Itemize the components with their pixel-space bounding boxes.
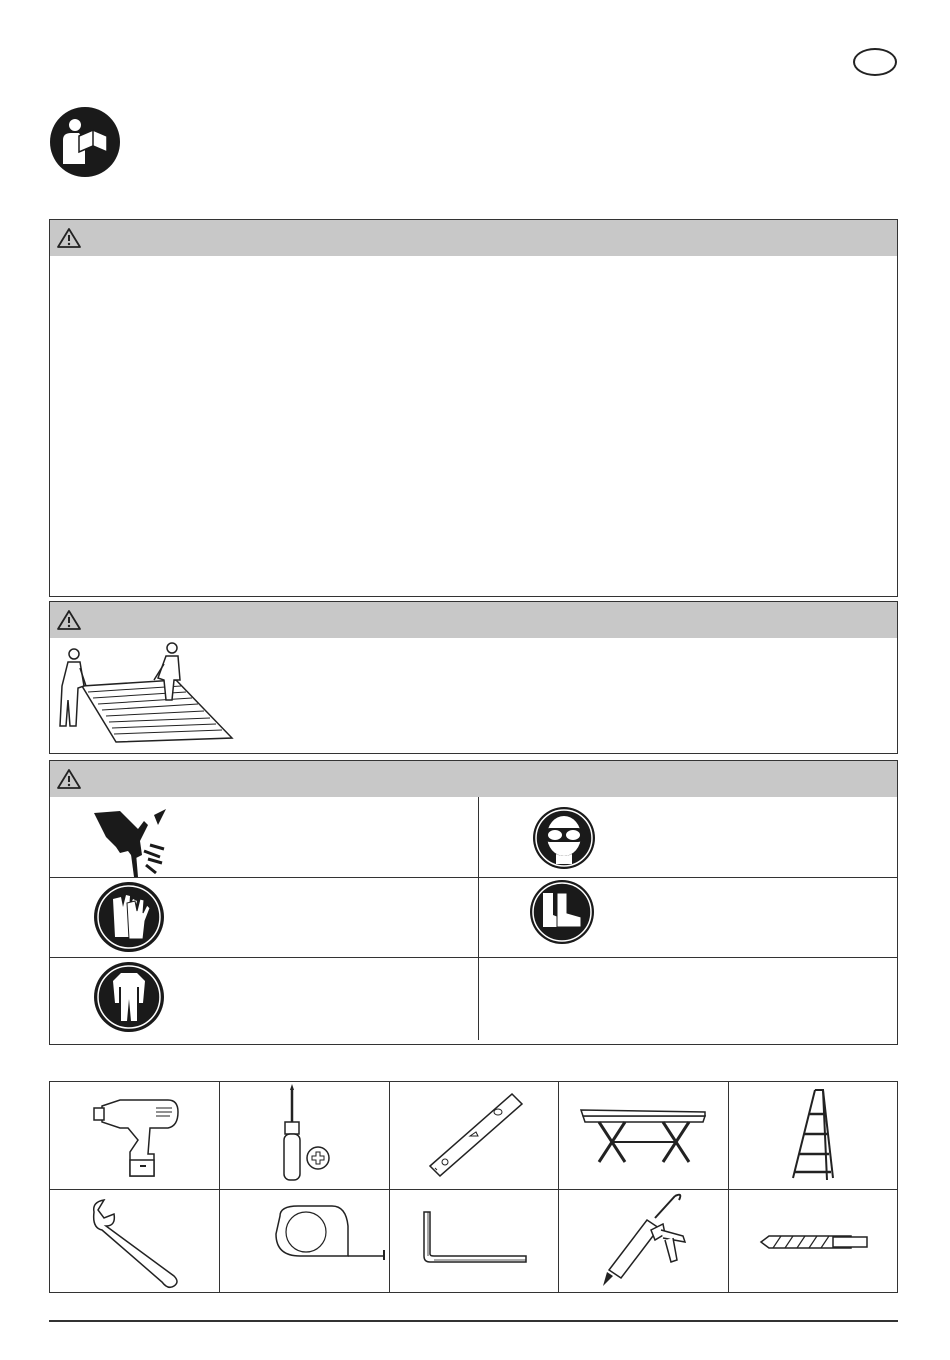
step-ladder-icon bbox=[729, 1082, 898, 1188]
tool-cell bbox=[559, 1190, 728, 1296]
tools-grid bbox=[49, 1081, 898, 1293]
allen-key-icon bbox=[390, 1190, 559, 1294]
protective-overalls-icon bbox=[93, 961, 165, 1033]
two-person-lift-icon bbox=[54, 640, 239, 745]
tool-cell bbox=[220, 1190, 389, 1296]
screwdriver-icon bbox=[220, 1082, 389, 1188]
tool-cell bbox=[390, 1190, 559, 1296]
protective-gloves-icon bbox=[93, 881, 165, 953]
ppe-item bbox=[93, 961, 165, 1038]
safety-goggles-icon bbox=[532, 806, 596, 870]
warning-triangle-icon bbox=[56, 768, 82, 790]
grid-divider bbox=[478, 797, 479, 1040]
ppe-item bbox=[532, 806, 596, 875]
ppe-item bbox=[529, 879, 595, 950]
cordless-drill-icon bbox=[50, 1082, 219, 1188]
sharp-edges-hand-icon bbox=[90, 807, 170, 879]
ppe-item bbox=[90, 807, 170, 884]
general-warning-panel bbox=[49, 219, 898, 597]
warning-triangle-icon bbox=[56, 227, 82, 249]
wrench-icon bbox=[50, 1190, 219, 1294]
footer-divider bbox=[49, 1320, 898, 1322]
tool-cell bbox=[559, 1082, 728, 1188]
caulking-gun-icon bbox=[559, 1190, 728, 1294]
panel-header bbox=[50, 220, 897, 256]
safety-boots-icon bbox=[529, 879, 595, 945]
ppe-panel bbox=[49, 760, 898, 1045]
tool-cell bbox=[50, 1190, 219, 1296]
language-badge bbox=[853, 48, 897, 76]
tool-cell bbox=[390, 1082, 559, 1188]
tool-cell bbox=[220, 1082, 389, 1188]
tool-cell bbox=[729, 1082, 898, 1188]
read-manual-icon bbox=[49, 106, 121, 178]
drill-bit-icon bbox=[729, 1190, 898, 1294]
work-table-icon bbox=[559, 1082, 728, 1188]
grid-divider bbox=[50, 957, 897, 958]
tape-measure-icon bbox=[220, 1190, 389, 1294]
panel-header bbox=[50, 761, 897, 797]
spirit-level-icon bbox=[390, 1082, 559, 1188]
ppe-item bbox=[93, 881, 165, 958]
tool-cell bbox=[50, 1082, 219, 1188]
warning-triangle-icon bbox=[56, 609, 82, 631]
panel-header bbox=[50, 602, 897, 638]
tool-cell bbox=[729, 1190, 898, 1296]
two-person-carry-panel bbox=[49, 601, 898, 754]
grid-divider bbox=[50, 877, 897, 878]
